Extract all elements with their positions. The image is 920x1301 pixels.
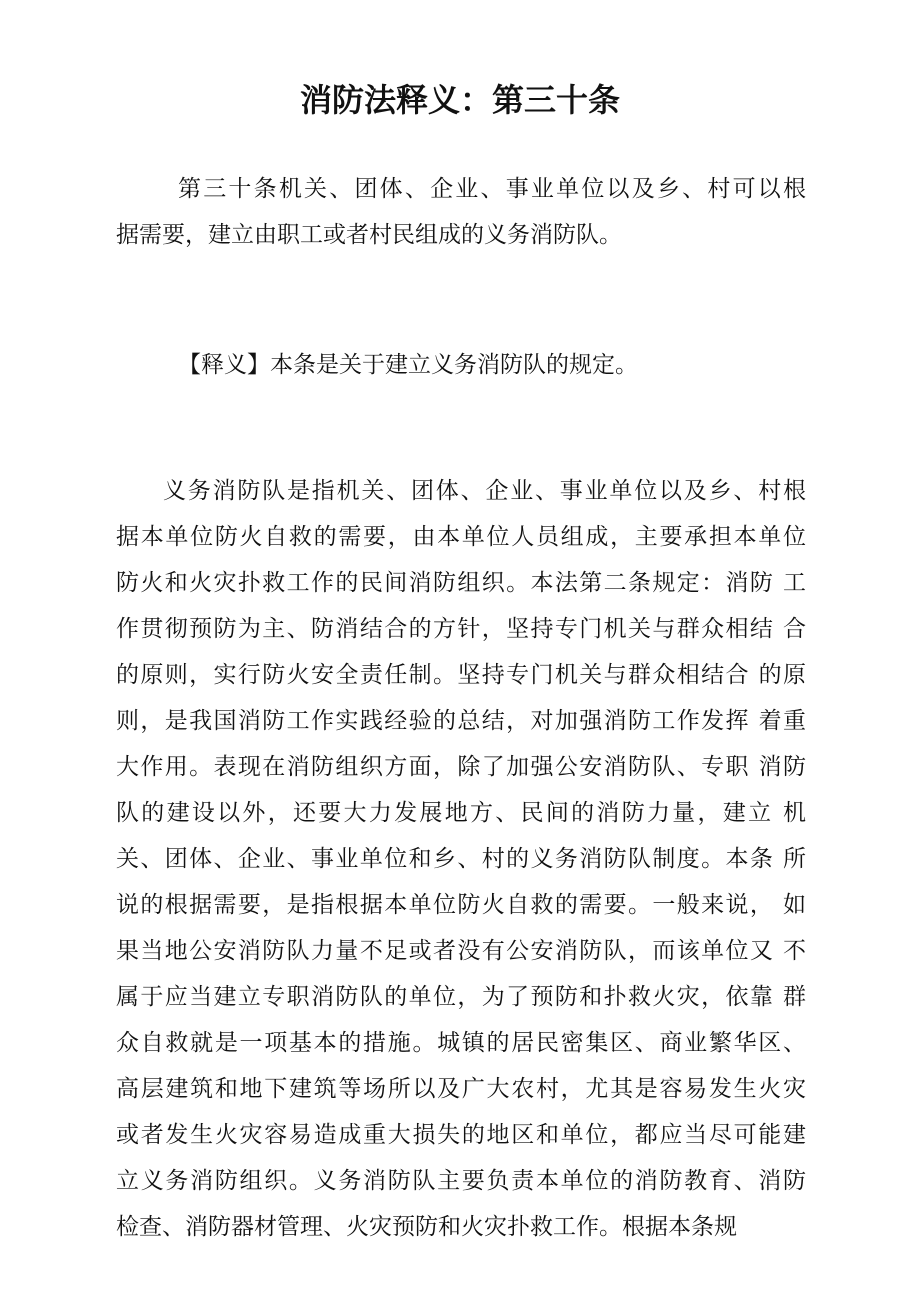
body-line: 义务消防队是指机关、团体、企业、事业单位以及乡、村根 xyxy=(163,478,806,504)
body-line: 则，是我国消防工作实践经验的总结，对加强消防工作发挥 着重 xyxy=(116,708,806,734)
body-line: 属于应当建立专职消防队的单位，为了预防和扑救火灾，依靠 群 xyxy=(116,984,806,1010)
body-line: 果当地公安消防队力量不足或者没有公安消防队，而该单位又 不 xyxy=(116,938,806,964)
body-line: 或者发生火灾容易造成重大损失的地区和单位，都应当尽可能建 xyxy=(116,1122,806,1148)
body-line: 作贯彻预防为主、防消结合的方针，坚持专门机关与群众相结 合 xyxy=(116,616,806,642)
interpretation-heading: 【释义】本条是关于建立义务消防队的规定。 xyxy=(178,352,638,378)
body-line: 队的建设以外，还要大力发展地方、民间的消防力量，建立 机 xyxy=(116,800,806,826)
body-line: 立义务消防组织。义务消防队主要负责本单位的消防教育、消防 xyxy=(116,1168,806,1194)
article-line: 据需要，建立由职工或者村民组成的义务消防队。 xyxy=(116,222,622,248)
body-line: 的原则，实行防火安全责任制。坚持专门机关与群众相结合 的原 xyxy=(116,662,806,688)
body-line: 据本单位防火自救的需要，由本单位人员组成，主要承担本单位 xyxy=(116,524,806,550)
body-line: 关、团体、企业、事业单位和乡、村的义务消防队制度。本条 所 xyxy=(116,846,806,872)
body-line: 防火和火灾扑救工作的民间消防组织。本法第二条规定：消防 工 xyxy=(116,570,806,596)
page-title: 消防法释义：第三十条 xyxy=(299,81,620,119)
body-line: 高层建筑和地下建筑等场所以及广大农村，尤其是容易发生火灾 xyxy=(116,1076,806,1102)
body-line: 检查、消防器材管理、火灾预防和火灾扑救工作。根据本条规 xyxy=(116,1214,737,1240)
article-line: 第三十条机关、团体、企业、事业单位以及乡、村可以根 xyxy=(178,176,806,202)
body-line: 大作用。表现在消防组织方面，除了加强公安消防队、专职 消防 xyxy=(116,754,806,780)
body-line: 说的根据需要，是指根据本单位防火自救的需要。一般来说， 如 xyxy=(116,892,806,918)
body-line: 众自救就是一项基本的措施。城镇的居民密集区、商业繁华区、 xyxy=(116,1030,806,1056)
